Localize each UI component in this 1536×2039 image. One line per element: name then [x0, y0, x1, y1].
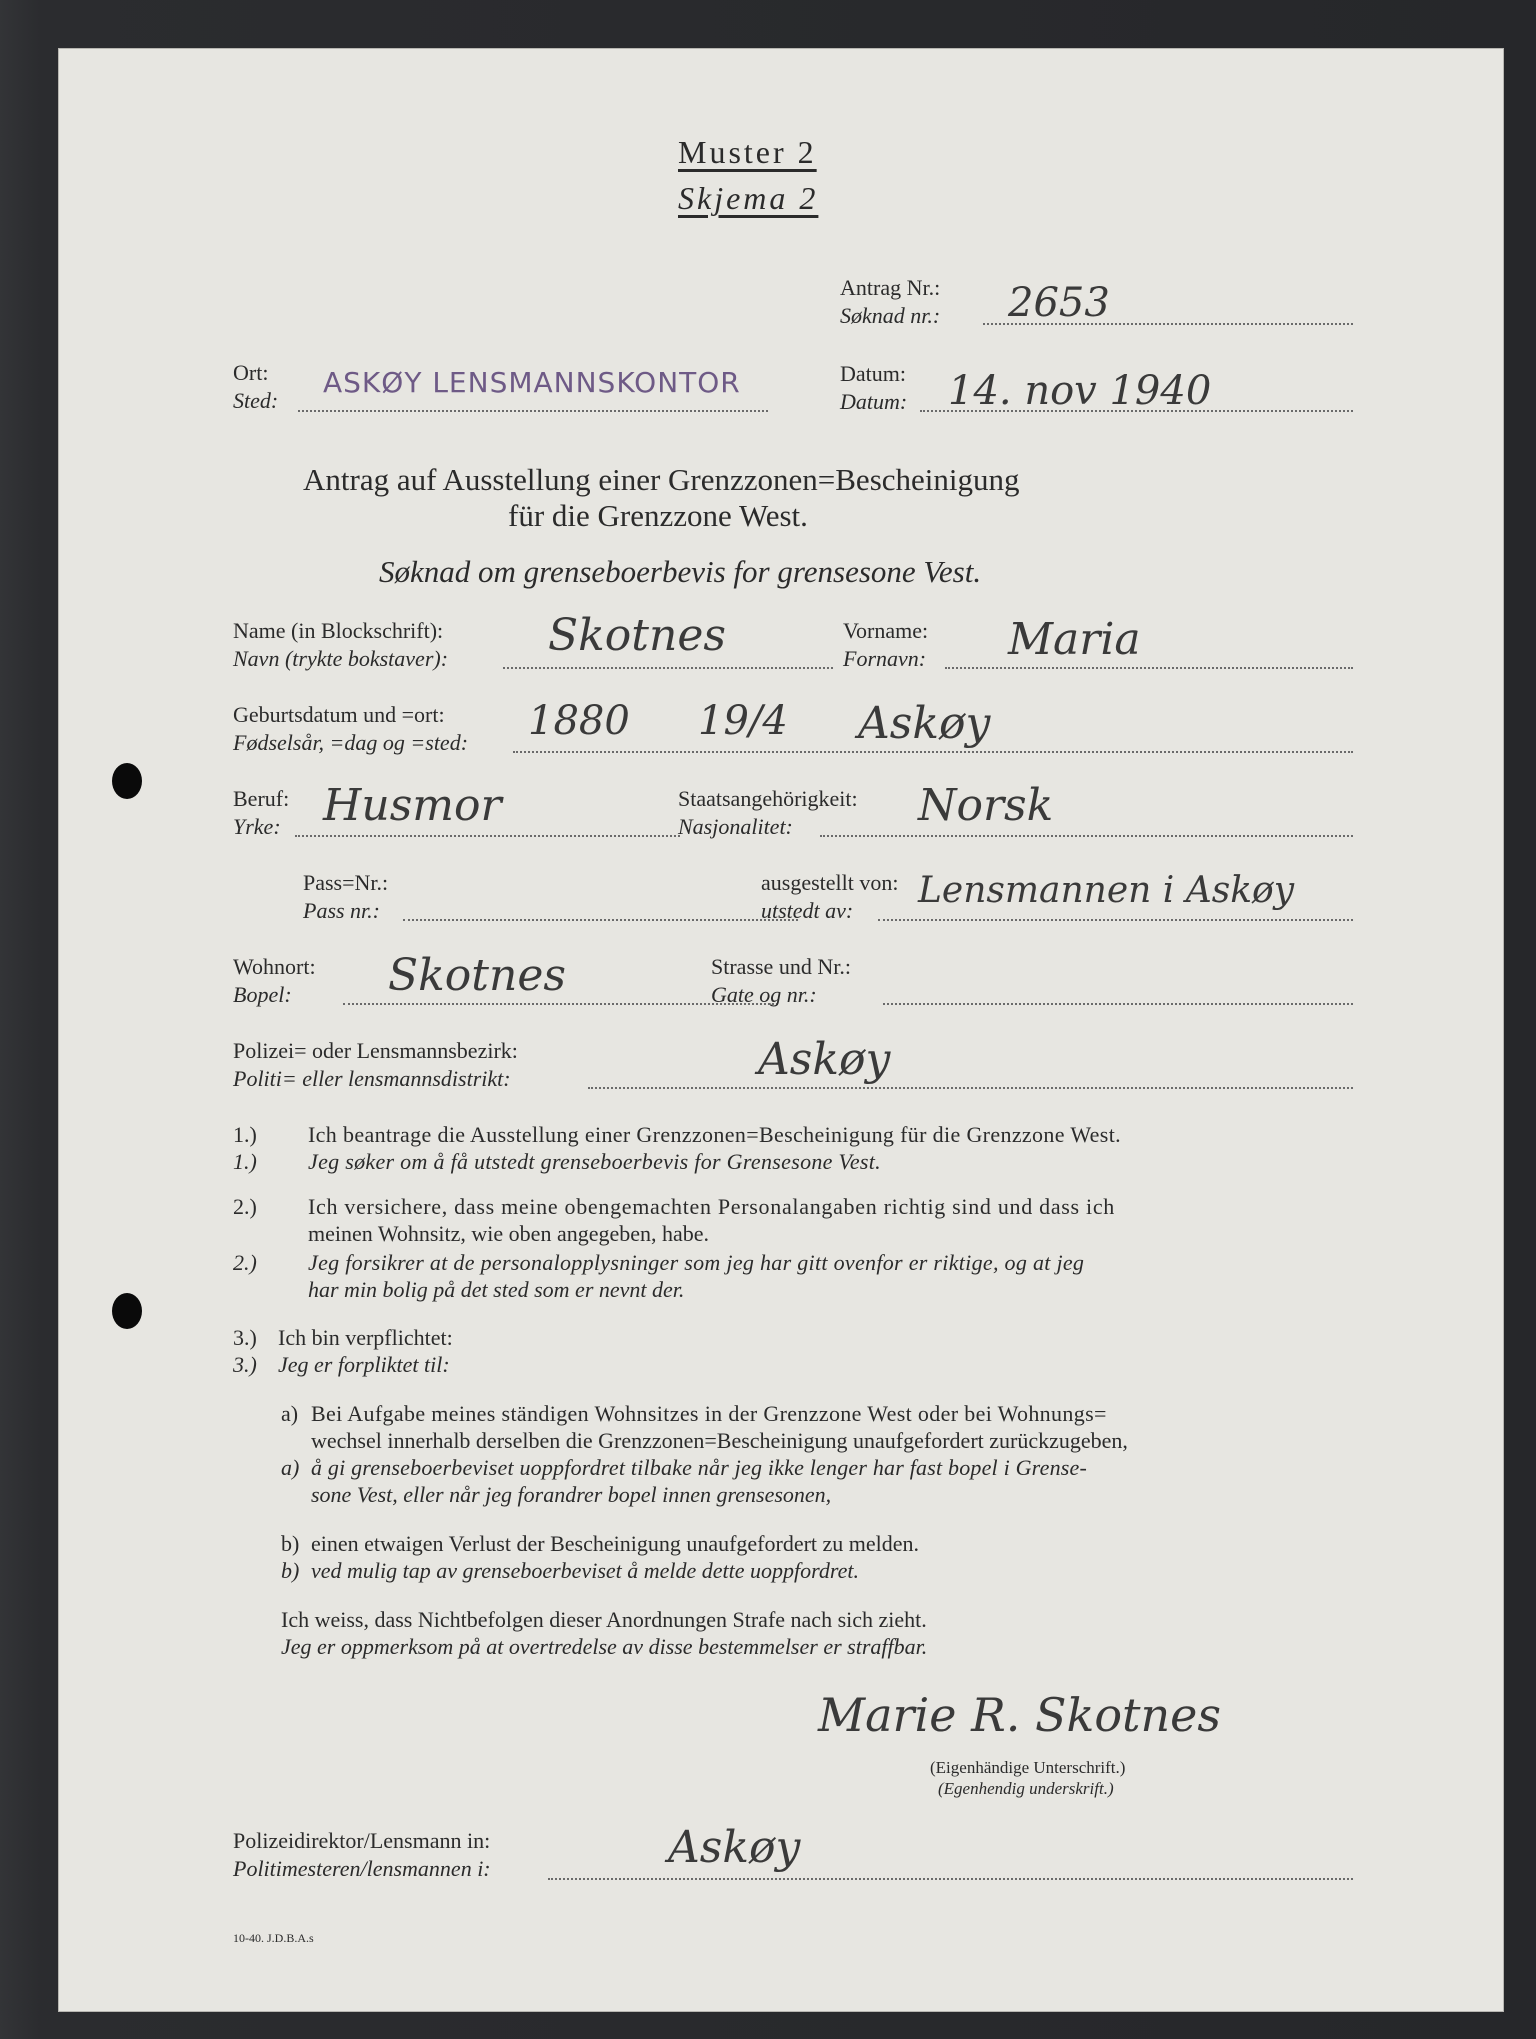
clause-a-no-1: å gi grenseboerbeviset uoppfordret tilbake når jeg ikke lenger har fast bopel i Grense-	[311, 1455, 1088, 1480]
ausgestellt-label-no: utstedt av:	[761, 898, 854, 923]
beruf-value: Husmor	[323, 780, 502, 831]
vorname-label-no: Fornavn:	[843, 646, 927, 671]
clause2-no-a: Jeg forsikrer at de personalopplysninger som jeg har gitt ovenfor er riktige, og at jeg	[308, 1250, 1085, 1275]
geburt-place: Askøy	[858, 698, 991, 749]
wohnort-value: Skotnes	[388, 950, 566, 1001]
antrag-nr-label-no: Søknad nr.:	[840, 303, 941, 328]
staat-label-no: Nasjonalitet:	[678, 814, 793, 839]
signature-value: Marie R. Skotnes	[818, 1688, 1221, 1742]
form-skjema: Skjema 2	[678, 180, 819, 216]
polizeidirektor-value: Askøy	[668, 1822, 801, 1873]
staat-value: Norsk	[918, 780, 1054, 831]
wohnort-label-no: Bopel:	[233, 982, 292, 1007]
staat-line	[820, 835, 1353, 837]
antrag-nr-value: 2653	[1008, 280, 1110, 326]
form-sheet	[58, 48, 1504, 2012]
clause1-no: Jeg søker om å få utstedt grenseboerbevis for Grensesone Vest.	[308, 1149, 881, 1174]
clause3-number-no: 3.)	[233, 1352, 257, 1377]
clause-a-label-no: a)	[281, 1455, 300, 1480]
polizeidirektor-label-de: Polizeidirektor/Lensmann in:	[233, 1828, 491, 1853]
datum-label-no: Datum:	[840, 389, 908, 414]
clause-a-label-de: a)	[281, 1401, 299, 1426]
geburt-label-no: Fødselsår, =dag og =sted:	[233, 730, 469, 755]
pass-line	[403, 919, 798, 921]
clause-b-no: ved mulig tap av grenseboerbeviset å melde dette uoppfordret.	[311, 1558, 860, 1583]
staat-label-de: Staatsangehörigkeit:	[678, 786, 858, 811]
ort-stamp: ASKØY LENSMANNSKONTOR	[323, 366, 741, 399]
beruf-label-de: Beruf:	[233, 786, 290, 811]
title-de-line1: Antrag auf Ausstellung einer Grenzzonen=Bescheinigung	[303, 462, 1020, 497]
vorname-label-de: Vorname:	[843, 618, 929, 643]
clause1-de: Ich beantrage die Ausstellung einer Grenzzonen=Bescheinigung für die Grenzzone West.	[308, 1122, 1122, 1147]
ort-line	[298, 410, 768, 412]
vorname-line	[945, 667, 1353, 669]
polizei-label-de: Polizei= oder Lensmannsbezirk:	[233, 1038, 518, 1063]
strasse-label-no: Gate og nr.:	[711, 982, 817, 1007]
name-label-no: Navn (trykte bokstaver):	[233, 646, 449, 671]
printer-mark: 10-40. J.D.B.A.s	[233, 1931, 314, 1945]
name-label-de: Name (in Blockschrift):	[233, 618, 444, 643]
vorname-value: Maria	[1008, 614, 1141, 665]
pass-label-de: Pass=Nr.:	[303, 870, 389, 895]
clause2-number-de: 2.)	[233, 1194, 257, 1219]
weiss-no: Jeg er oppmerksom på at overtredelse av disse bestemmelser er straffbar.	[281, 1634, 928, 1659]
clause2-de-a: Ich versichere, dass meine obengemachten Personalangaben richtig sind und dass ich	[308, 1194, 1115, 1219]
title-de-line2: für die Grenzzone West.	[508, 498, 808, 533]
geburt-line	[513, 751, 1353, 753]
clause3-number-de: 3.)	[233, 1325, 257, 1350]
polizeidirektor-line	[548, 1878, 1353, 1880]
clause-a-de-2: wechsel innerhalb derselben die Grenzzonen=Bescheinigung unaufgefordert zurückzugeben,	[311, 1428, 1128, 1453]
beruf-label-no: Yrke:	[233, 814, 281, 839]
wohnort-label-de: Wohnort:	[233, 954, 316, 979]
datum-value: 14. nov 1940	[948, 368, 1212, 414]
ort-label-de: Ort:	[233, 360, 269, 385]
clause3-no: Jeg er forpliktet til:	[278, 1352, 450, 1377]
ausgestellt-label-de: ausgestellt von:	[761, 870, 899, 895]
punch-hole-bottom	[112, 1293, 142, 1329]
geburt-label-de: Geburtsdatum und =ort:	[233, 702, 445, 727]
geburt-day: 19/4	[698, 698, 788, 744]
clause2-de-b: meinen Wohnsitz, wie oben angegeben, habe.	[308, 1221, 710, 1246]
antrag-nr-label-de: Antrag Nr.:	[840, 275, 941, 300]
geburt-year: 1880	[528, 698, 630, 744]
strasse-label-de: Strasse und Nr.:	[711, 954, 851, 979]
weiss-de: Ich weiss, dass Nichtbefolgen dieser Anordnungen Strafe nach sich zieht.	[281, 1607, 927, 1632]
name-value: Skotnes	[548, 610, 726, 661]
clause-b-label-no: b)	[281, 1558, 300, 1583]
clause-a-de-1: Bei Aufgabe meines ständigen Wohnsitzes in der Grenzzone West oder bei Wohnungs=	[311, 1401, 1107, 1426]
title-no: Søknad om grenseboerbevis for grensesone Vest.	[379, 554, 982, 589]
punch-hole-top	[112, 763, 142, 799]
clause3-de: Ich bin verpflichtet:	[278, 1325, 453, 1350]
form-muster: Muster 2	[678, 134, 817, 170]
signature-caption-de: (Eigenhändige Unterschrift.)	[930, 1758, 1126, 1777]
strasse-line	[883, 1003, 1353, 1005]
ausgestellt-line	[878, 919, 1353, 921]
clause-a-no-2: sone Vest, eller når jeg forandrer bopel innen grensesonen,	[311, 1482, 832, 1507]
polizei-line	[588, 1087, 1353, 1089]
clause1-number-no: 1.)	[233, 1149, 257, 1174]
beruf-line	[295, 835, 680, 837]
clause2-no-b: har min bolig på det sted som er nevnt der.	[308, 1277, 685, 1302]
name-line	[503, 667, 833, 669]
ausgestellt-value: Lensmannen i Askøy	[918, 870, 1295, 911]
polizei-value: Askøy	[758, 1034, 891, 1085]
signature-caption-no: (Egenhendig underskrift.)	[938, 1779, 1114, 1798]
clause2-number-no: 2.)	[233, 1250, 257, 1275]
clause1-number-de: 1.)	[233, 1122, 257, 1147]
polizeidirektor-label-no: Politimesteren/lensmannen i:	[233, 1856, 491, 1881]
ort-label-no: Sted:	[233, 388, 279, 413]
clause-b-de: einen etwaigen Verlust der Bescheinigung unaufgefordert zu melden.	[311, 1531, 920, 1556]
pass-label-no: Pass nr.:	[303, 898, 381, 923]
polizei-label-no: Politi= eller lensmannsdistrikt:	[233, 1066, 511, 1091]
clause-b-label-de: b)	[281, 1531, 300, 1556]
datum-label-de: Datum:	[840, 361, 906, 386]
